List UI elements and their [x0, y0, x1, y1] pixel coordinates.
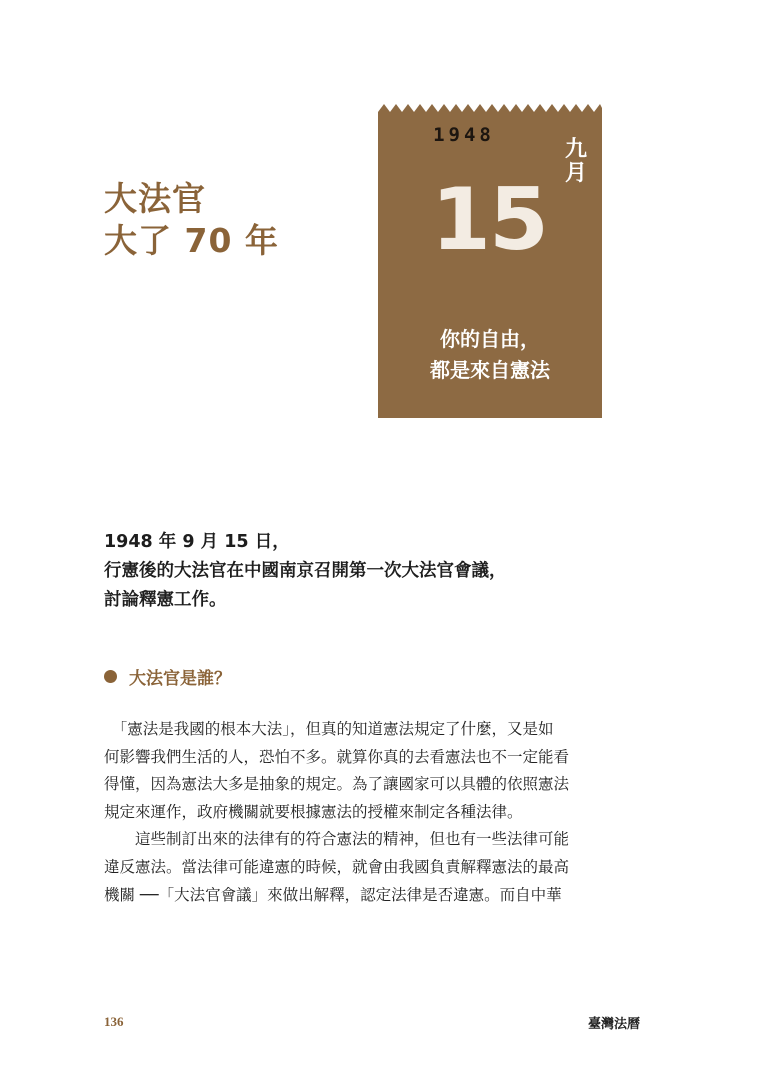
intro-line-3: 討論釋憲工作。 [104, 590, 227, 610]
calendar-month: 九月 [564, 137, 587, 186]
body-line: 機關 ──「大法官會議」來做出解釋，認定法律是否違憲。而自中華 [104, 885, 562, 904]
body-line: 得懂，因為憲法大多是抽象的規定。為了讓國家可以具體的依照憲法 [104, 775, 570, 794]
chapter-title-line-1: 大法官 [104, 179, 206, 218]
body-line: 違反憲法。當法律可能違憲的時候，就會由我國負責解釋憲法的最高 [104, 857, 570, 876]
section-heading [104, 664, 231, 689]
intro-line-2: 行憲後的大法官在中國南京召開第一次大法官會議， [104, 561, 507, 581]
calendar-year: 1948 [433, 124, 495, 146]
body-text [104, 716, 640, 909]
page-number: 136 [104, 1014, 124, 1029]
chapter-title-line-2: 大了 70 年 [104, 221, 279, 260]
body-line: 規定來運作，政府機關就要根據憲法的授權來制定各種法律。 [104, 802, 523, 821]
bullet-dot-icon [104, 670, 117, 683]
calendar-slogan-line-1: 你的自由， [440, 327, 540, 351]
chapter-title [104, 178, 279, 262]
intro-line-1: 1948 年 9 月 15 日， [104, 532, 290, 552]
calendar-day: 15 [431, 170, 547, 270]
calendar-slogan [378, 324, 602, 386]
body-line: 何影響我們生活的人，恐怕不多。就算你真的去看憲法也不一定能看 [104, 747, 570, 766]
running-title: 臺灣法曆 [587, 1017, 640, 1032]
intro-paragraph [104, 528, 507, 615]
section-heading-text: 大法官是誰？ [129, 669, 231, 689]
body-line: 「憲法是我國的根本大法」，但真的知道憲法規定了什麼，又是如 [104, 720, 554, 738]
calendar-page-graphic [378, 100, 602, 418]
calendar-slogan-line-2: 都是來自憲法 [430, 358, 550, 382]
body-line: 這些制訂出來的法律有的符合憲法的精神，但也有一些法律可能 [104, 830, 570, 849]
